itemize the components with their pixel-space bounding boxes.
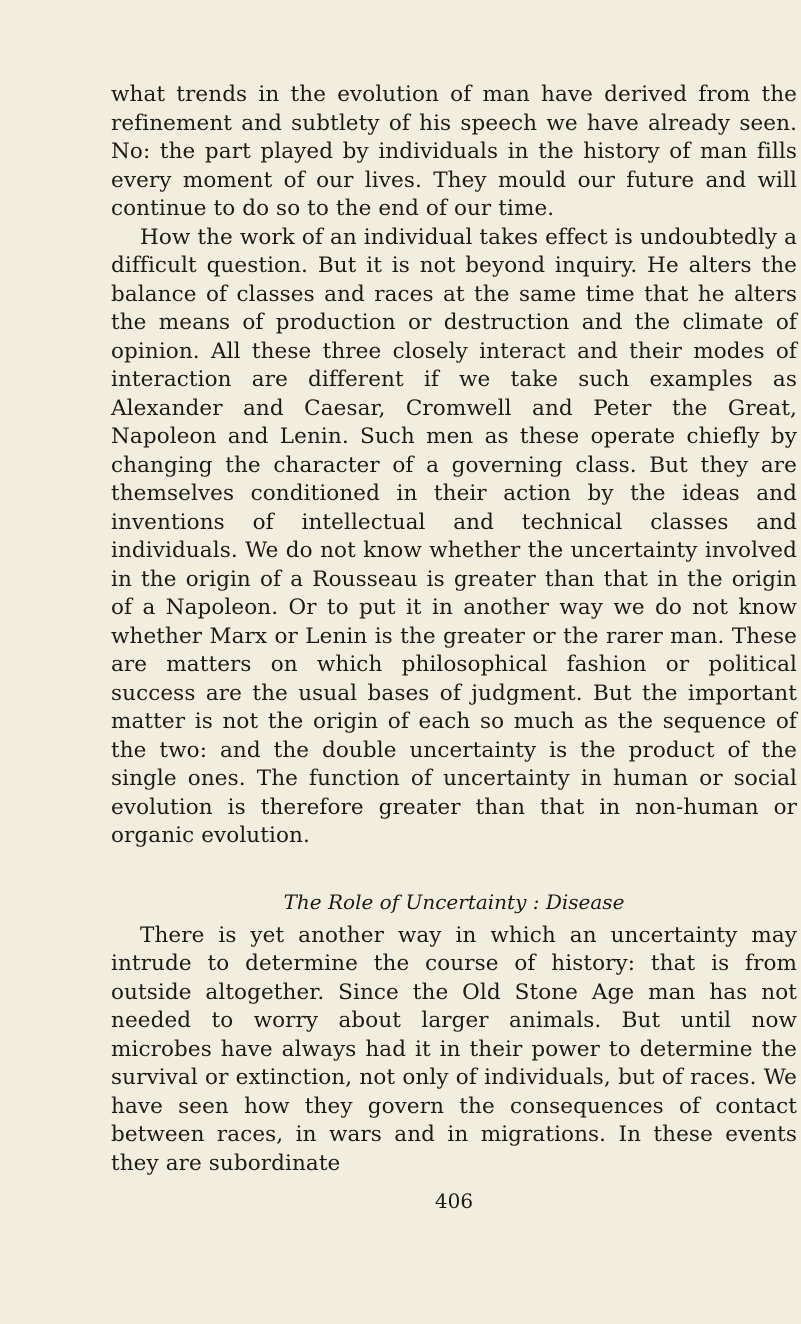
paragraph-individuals: How the work of an individual takes effect is undoubtedly a difficult question. But it is not beyond inquiry. He alters the balance of classes and races at the same time that he alters the means of production or destruction and the climate of opinion. All these three closely interact and their modes of interaction are different if we take such examples as Alexander and Caesar, Cromwell and Peter the Great, Napoleon and Lenin. Such men as these operate chiefly by changing the character of a governing class. But they are themselves conditioned in their action by the ideas and inventions of intellectual and technical classes and individuals. We do not know whether the uncertainty involved in the origin of a Rousseau is greater than that in the origin of a Napoleon. Or to put it in another way we do not know whether Marx or Lenin is the greater or the rarer man. These are matters on which philosophical fashion or political success are the usual bases of judgment. But the important matter is not the origin of each so much as the sequence of the two: and the double uncertainty is the product of the single ones. The function of uncertainty in human or social evolution is therefore greater than that in non-human or organic evolution. bbox=[111, 224, 797, 848]
section-heading: The Role of Uncertainty : Disease bbox=[283, 889, 625, 914]
page-number: 406 bbox=[434, 1189, 474, 1213]
paragraph-continuation: what trends in the evolution of man have derived from the refinement and subtlety of his speech we have already seen. No: the part played by individuals in the history of man fills every moment of our lives. They mould our future and will continue to do so to the end of our time. bbox=[111, 82, 797, 221]
paragraph-disease: There is yet another way in which an uncertainty may intrude to determine the course of history: that is from outside altogether. Since the Old Stone Age man has not needed to worry about larger animals. But until now microbes have always had it in their power to determine the survival or extinction, not only of individuals, but of races. We have seen how they govern the consequences of contact between races, in wars and in migrations. In these events they are subordinate bbox=[111, 922, 797, 1176]
book-page bbox=[111, 81, 797, 1214]
